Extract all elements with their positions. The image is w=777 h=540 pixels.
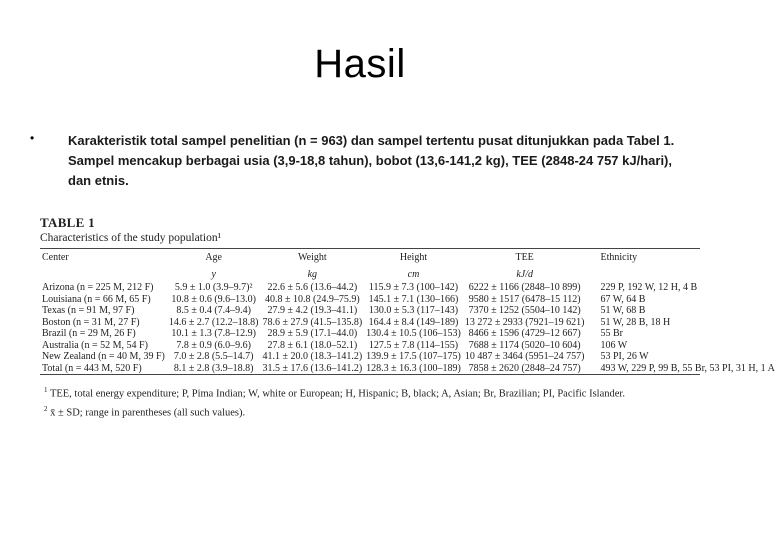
table-cell: 8.1 ± 2.8 (3.9–18.8) — [173, 362, 254, 374]
table-cell: 55 Br — [600, 328, 623, 339]
footnote-mark: 2 — [44, 404, 48, 413]
table-cell: 78.6 ± 27.9 (41.5–135.8) — [262, 316, 363, 328]
column-header: Age — [205, 252, 222, 263]
table-row — [40, 317, 777, 329]
bullet-paragraph: Karakteristik total sampel penelitian (n = 963) dan sampel tertentu pusat ditunjukkan pada Tabel 1. Sampel mencakup berbagai usia (3,9-18,8 tahun), bobot (13,6-141,2 kg), TEE (2848-24 757 kJ/hari), dan etnis. — [68, 133, 675, 188]
table-cell: 8466 ± 1596 (4729–12 667) — [468, 328, 581, 339]
table-cell: 13 272 ± 2933 (7921–19 621) — [464, 316, 585, 328]
bullet-marker: • — [30, 131, 35, 145]
table-cell: Australia (n = 52 M, 54 F) — [42, 339, 148, 351]
table-cell: 7.8 ± 0.9 (6.0–9.6) — [176, 339, 251, 351]
table-cell: 27.8 ± 6.1 (18.0–52.1) — [267, 339, 358, 351]
unit-cell: kJ/d — [516, 268, 533, 280]
table-cell: 40.8 ± 10.8 (24.9–75.9) — [265, 293, 360, 305]
slide-title: Hasil — [314, 42, 406, 86]
table-cell: 53 PI, 26 W — [600, 351, 649, 362]
table-row — [40, 340, 777, 352]
column-header: Ethnicity — [600, 252, 638, 263]
footnote-text: TEE, total energy expenditure; P, Pima Indian; W, white or European; H, Hispanic; B, black; A, Asian; Br, Brazilian; PI, Pacific Islander. — [49, 388, 625, 400]
table-cell: 128.3 ± 16.3 (100–189) — [366, 362, 461, 374]
table-cell: 31.5 ± 17.6 (13.6–141.2) — [262, 362, 363, 374]
footnote-1 — [44, 383, 700, 402]
table-cell: 7858 ± 2620 (2848–24 757) — [468, 362, 581, 374]
table-label: TABLE 1 — [40, 215, 95, 230]
unit-cell — [40, 266, 167, 283]
table-cell: 8.5 ± 0.4 (7.4–9.4) — [176, 305, 251, 316]
table-cell: Texas (n = 91 M, 97 F) — [42, 305, 135, 316]
table-cell: 67 W, 64 B — [600, 293, 646, 305]
table-row — [40, 328, 777, 340]
table-cell: 7688 ± 1174 (5020–10 604) — [468, 339, 581, 351]
table-image — [40, 215, 775, 420]
unit-cell: kg — [307, 268, 318, 280]
table-cell: Louisiana (n = 66 M, 65 F) — [42, 293, 151, 305]
table-footnotes — [40, 383, 700, 420]
table-cell: Arizona (n = 225 M, 212 F) — [42, 282, 154, 293]
table-cell: 10.1 ± 1.3 (7.8–12.9) — [171, 328, 256, 339]
table-cell: 139.9 ± 17.5 (107–175) — [366, 351, 461, 362]
table-bottom-rule — [40, 374, 700, 375]
table-row — [40, 282, 777, 294]
table-cell: 164.4 ± 8.4 (149–189) — [368, 316, 459, 328]
column-header: Center — [42, 252, 69, 263]
table-cell: 10.8 ± 0.6 (9.6–13.0) — [171, 293, 256, 305]
footnote-mark: 1 — [44, 386, 48, 394]
table-cell: 229 P, 192 W, 12 H, 4 B — [600, 282, 698, 293]
table-cell: 6222 ± 1166 (2848–10 899) — [468, 282, 581, 293]
table-cell: 9580 ± 1517 (6478–15 112) — [468, 293, 581, 305]
units-row — [40, 266, 777, 283]
table-cell: 27.9 ± 4.2 (19.3–41.1) — [267, 305, 358, 316]
table-cell: 22.6 ± 5.6 (13.6–44.2) — [267, 282, 358, 293]
table-row — [40, 294, 777, 306]
table-cell: Brazil (n = 29 M, 26 F) — [42, 328, 136, 339]
column-header: Height — [399, 252, 428, 263]
header-row — [40, 249, 777, 266]
table-cell: 130.0 ± 5.3 (117–143) — [368, 305, 459, 316]
table-cell: 127.5 ± 7.8 (114–155) — [368, 339, 459, 351]
unit-cell — [586, 266, 776, 283]
table-row — [40, 351, 777, 363]
table-cell: 28.9 ± 5.9 (17.1–44.0) — [267, 328, 358, 339]
table-cell: 7.0 ± 2.8 (5.5–14.7) — [173, 351, 254, 362]
unit-cell: cm — [407, 268, 420, 280]
table-cell: Total (n = 443 M, 520 F) — [42, 362, 142, 374]
table-cell: New Zealand (n = 40 M, 39 F) — [42, 351, 165, 362]
characteristics-table — [40, 249, 777, 374]
table-cell: 5.9 ± 1.0 (3.9–9.7)² — [174, 282, 253, 293]
table-cell: 10 487 ± 3464 (5951–24 757) — [464, 351, 585, 362]
table-row — [40, 363, 777, 375]
footnote-text: x̄ ± SD; range in parentheses (all such values). — [50, 407, 246, 418]
table-cell: 51 W, 68 B — [600, 305, 646, 316]
table-cell: 106 W — [600, 339, 628, 351]
table-cell: 130.4 ± 10.5 (106–153) — [366, 328, 461, 339]
unit-cell: y — [211, 268, 216, 280]
column-header: TEE — [515, 252, 534, 263]
table-cell: 145.1 ± 7.1 (130–166) — [368, 293, 459, 305]
table-cell: 115.9 ± 7.3 (100–142) — [368, 282, 459, 293]
table-cell: 14.6 ± 2.7 (12.2–18.8) — [168, 316, 259, 328]
footnote-2 — [44, 402, 700, 421]
table-cell: 41.1 ± 20.0 (18.3–141.2) — [262, 351, 363, 362]
table-caption: Characteristics of the study population¹ — [40, 232, 222, 244]
table-cell: 493 W, 229 P, 99 B, 55 Br, 53 PI, 31 H, 1 A — [600, 362, 775, 374]
column-header: Weight — [298, 252, 327, 263]
table-cell: 7370 ± 1252 (5504–10 142) — [468, 305, 581, 316]
table-cell: 51 W, 28 B, 18 H — [600, 316, 671, 328]
table-cell: Boston (n = 31 M, 27 F) — [42, 316, 140, 328]
table-row — [40, 305, 777, 317]
